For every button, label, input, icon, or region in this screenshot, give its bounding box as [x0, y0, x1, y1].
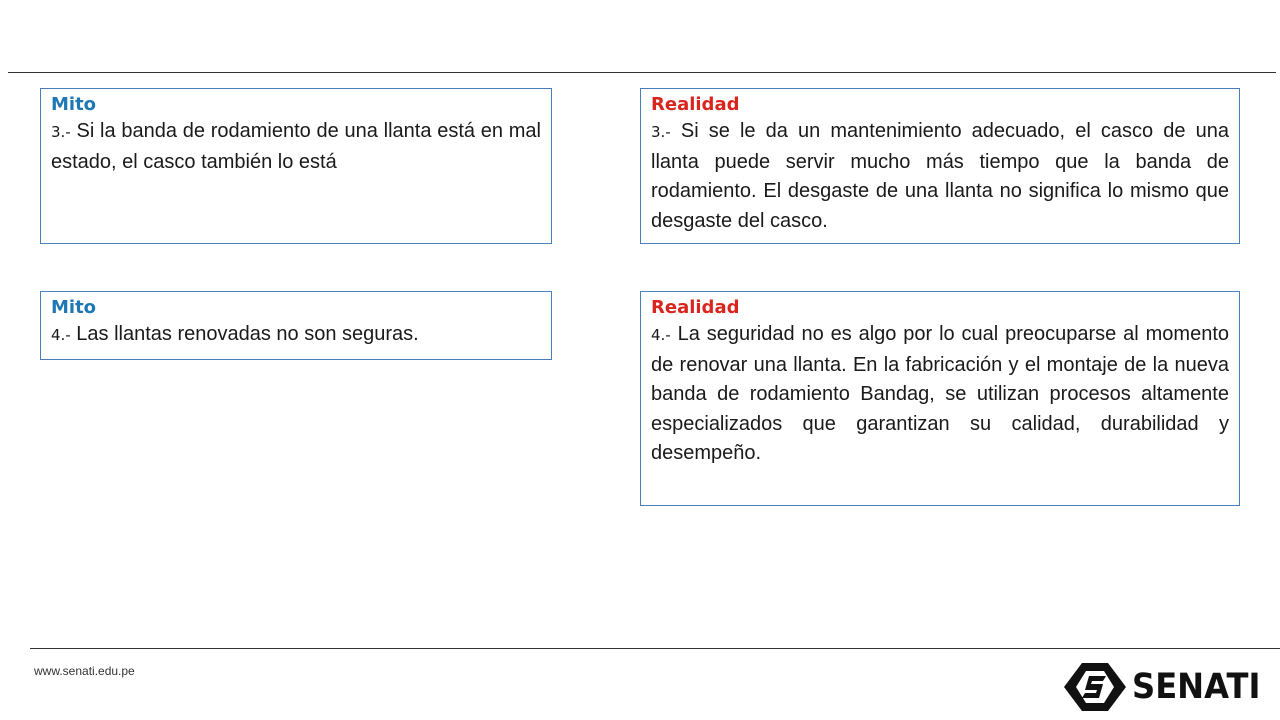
myth-card-4: [40, 291, 552, 360]
header-divider: [8, 72, 1276, 73]
reality-heading: Realidad: [651, 297, 740, 318]
senati-logo: [1062, 660, 1272, 714]
myth-statement: Las llantas renovadas no son seguras.: [70, 323, 419, 345]
reality-text: [651, 117, 1229, 236]
myth-text: [51, 117, 541, 177]
reality-statement: La seguridad no es algo por lo cual preocuparse al momento de renovar una llanta. En la fabricación y el montaje de la nueva banda de rodamiento Bandag, se utilizan procesos altamente especializados que garantizan su calidad, durabilidad y desempeño.: [651, 323, 1229, 464]
reality-heading: Realidad: [651, 94, 740, 115]
senati-wordmark: SENATI: [1132, 667, 1261, 707]
myth-statement: Si la banda de rodamiento de una llanta está en mal estado, el casco también lo está: [51, 120, 541, 173]
myth-card-3: [40, 88, 552, 244]
myth-text: [51, 320, 541, 351]
myth-heading: Mito: [51, 297, 97, 318]
senati-s-emblem-icon: [1062, 661, 1128, 713]
reality-card-4: [640, 291, 1240, 506]
item-number: 3.-: [51, 123, 71, 141]
item-number: 4.-: [51, 326, 71, 344]
myth-heading: Mito: [51, 94, 97, 115]
item-number: 3.-: [651, 123, 671, 141]
reality-card-3: [640, 88, 1240, 244]
footer-divider: [30, 648, 1280, 649]
reality-statement: Si se le da un mantenimiento adecuado, el casco de una llanta puede servir mucho más tiempo que la banda de rodamiento. El desgaste de una llanta no significa lo mismo que desgaste del casco.: [651, 120, 1229, 232]
website-link[interactable]: www.senati.edu.pe: [34, 664, 135, 678]
reality-text: [651, 320, 1229, 469]
item-number: 4.-: [651, 326, 671, 344]
